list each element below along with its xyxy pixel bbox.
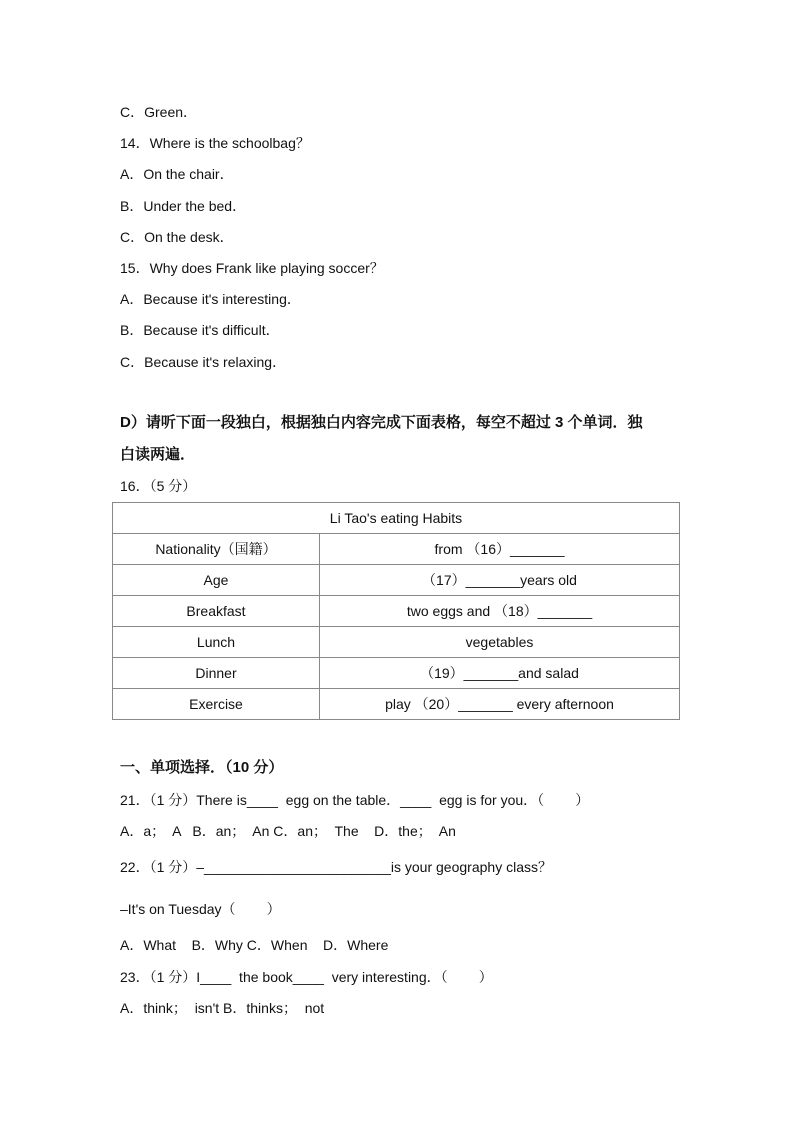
q13-option-c: C．Green． [120,104,198,120]
q21-question: 21．（1 分）There is____ egg on the table．____ egg is for you．（ ） [120,792,590,808]
table-row-label: Dinner [113,658,320,689]
table-row [113,627,680,658]
table-row-label: Breakfast [113,596,320,627]
q15-option-c: C．Because it's relaxing． [120,354,287,370]
q23-options: A．think； isn't B．thinks； not [120,1000,325,1016]
table-title: Li Tao's eating Habits [113,503,680,534]
table-row [113,565,680,596]
table-title-row [113,503,680,534]
q22-options: A．What B．Why C．When D．Where [120,937,389,953]
q21-options: A．a； A B．an； An C．an； The D．the； An [120,823,456,839]
table-row-value: vegetables [320,627,680,658]
table-row-label: Exercise [113,689,320,720]
q15-option-a: A．Because it's interesting． [120,291,301,307]
table-row-label: Nationality（国籍） [113,534,320,565]
q15-question: 15．Why does Frank like playing soccer？ [120,260,384,276]
table-row [113,596,680,627]
q22-answer-line: –It's on Tuesday（ ） [120,901,281,917]
q14-option-c: C．On the desk． [120,229,234,245]
q15-option-b: B．Because it's difficult． [120,322,280,338]
q23-question: 23．（1 分）I____ the book____ very interesting．（ ） [120,969,493,985]
table-row [113,534,680,565]
q14-option-a: A．On the chair． [120,166,234,182]
table-row-label: Lunch [113,627,320,658]
table-row-label: Age [113,565,320,596]
table-row-value: （19）_______and salad [320,658,680,689]
eating-habits-table [112,502,680,720]
section-1-heading: 一、单项选择．（10 分） [120,759,284,776]
q22-question: 22．（1 分）–________________________is your geography class？ [120,859,552,875]
table-row-value: two eggs and （18）_______ [320,596,680,627]
table-row-value: play （20）_______ every afternoon [320,689,680,720]
q14-option-b: B．Under the bed． [120,198,247,214]
table-row-value: from （16）_______ [320,534,680,565]
table-row-value: （17）_______years old [320,565,680,596]
q16-label: 16．（5 分） [120,478,197,494]
q14-question: 14．Where is the schoolbag？ [120,135,310,151]
table-row [113,689,680,720]
section-d-instruction-line1: D）请听下面一段独白，根据独白内容完成下面表格，每空不超过 3 个单词．独 [120,414,643,431]
section-d-instruction-line2: 白读两遍． [120,446,196,463]
table-row [113,658,680,689]
